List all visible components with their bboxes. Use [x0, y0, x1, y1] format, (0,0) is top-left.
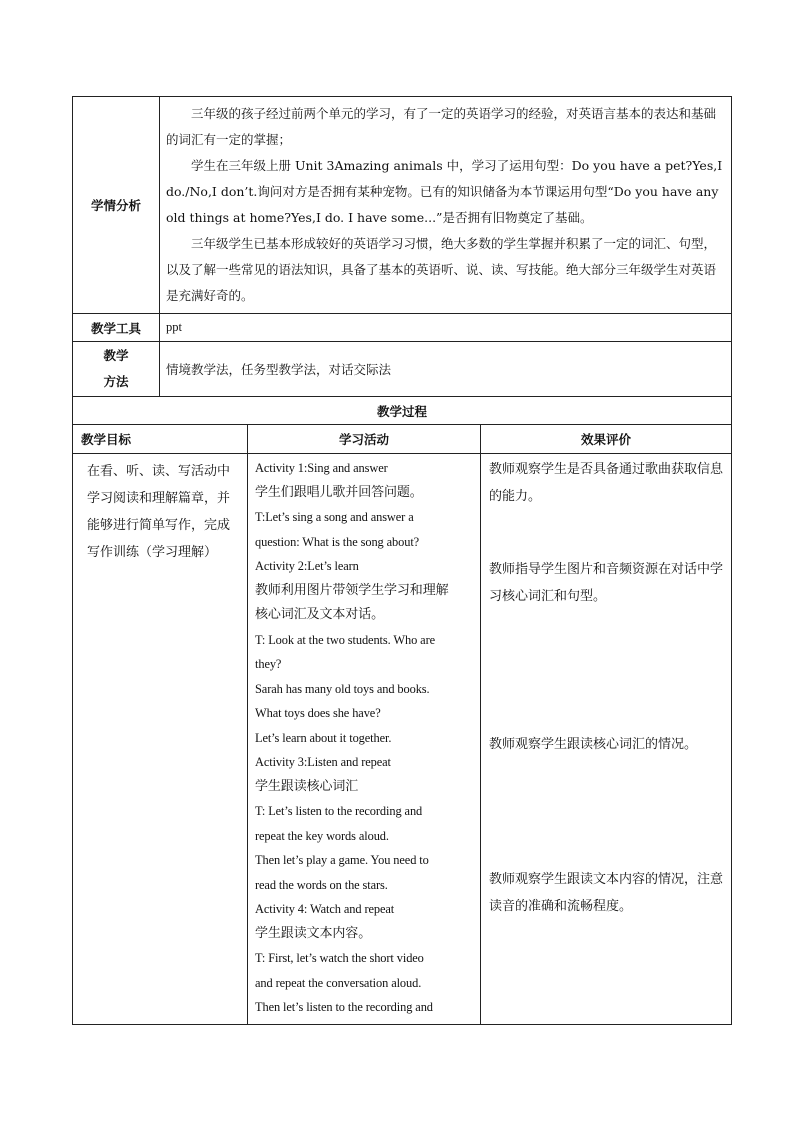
evaluation-item: 教师观察学生跟读文本内容的情况，注意读音的准确和流畅程度。	[489, 872, 724, 914]
evaluation-header: 效果评价	[481, 425, 732, 454]
activity-line: Activity 1:Sing and answer	[255, 461, 388, 475]
activity-line: question: What is the song about?	[255, 534, 420, 549]
activity-line: 学生跟读文本内容。	[255, 925, 372, 941]
activity-line: Activity 2:Let’s learn	[255, 559, 359, 573]
activity-line: T: Let’s listen to the recording and	[255, 804, 423, 818]
activity-line: 学生跟读核心词汇	[255, 778, 359, 794]
activity-header: 学习活动	[248, 425, 481, 454]
goal-cell: 在看、听、读、写活动中学习阅读和理解篇章，并能够进行简单写作，完成写作训练（学习理解）	[73, 454, 248, 1025]
goal-header: 教学目标	[73, 425, 248, 454]
evaluation-cell	[481, 454, 732, 1025]
activity-line: 学生们跟唱儿歌并回答问题。	[255, 484, 423, 500]
process-title-row	[73, 397, 732, 425]
activity-line: Activity 3:Listen and repeat	[255, 755, 391, 769]
tools-label: 教学工具	[73, 314, 160, 342]
method-label-line: 方法	[103, 374, 129, 389]
activity-line: Sarah has many old toys and books.	[255, 681, 430, 696]
activity-line: What toys does she have?	[255, 706, 381, 720]
activity-line: T: First, let’s watch the short video	[255, 951, 424, 965]
activity-line: they?	[255, 657, 282, 671]
process-body-row	[73, 454, 732, 1025]
lesson-plan-table	[72, 96, 732, 1025]
method-row	[73, 342, 732, 397]
analysis-label: 学情分析	[73, 97, 160, 314]
activity-cell	[248, 454, 481, 1025]
method-label-line: 教学	[103, 348, 129, 363]
activity-line: T:Let’s sing a song and answer a	[255, 510, 414, 524]
method-label	[73, 342, 160, 397]
activity-line: and repeat the conversation aloud.	[255, 975, 422, 990]
analysis-paragraph: 三年级学生已基本形成较好的英语学习习惯，绝大多数的学生掌握并积累了一定的词汇、句型，以及了解一些常见的语法知识，具备了基本的英语听、说、读、写技能。绝大部分三年级学生对英语是充满好奇的。	[166, 236, 717, 303]
evaluation-item: 教师观察学生跟读核心词汇的情况。	[489, 737, 698, 752]
activity-line: 教师利用图片带领学生学习和理解	[255, 582, 449, 598]
activity-line: Then let’s play a game. You need to	[255, 853, 429, 867]
activity-line: T: Look at the two students. Who are	[255, 632, 435, 647]
analysis-paragraph: 学生在三年级上册 Unit 3Amazing animals 中，学习了运用句型：Do you have a pet?Yes,I do./No,I don’t.询问对方是否拥有某种宠物。已有的知识储备为本节课运用句型“Do you have any old things at home?Yes,I do. I have some...”是否拥有旧物奠定了基础。	[166, 158, 723, 225]
process-title: 教学过程	[73, 397, 732, 425]
evaluation-item: 教师指导学生图片和音频资源在对话中学习核心词汇和句型。	[489, 562, 724, 604]
analysis-text	[160, 97, 732, 314]
evaluation-item: 教师观察学生是否具备通过歌曲获取信息的能力。	[489, 462, 724, 504]
process-header-row	[73, 425, 732, 454]
method-value: 情境教学法，任务型教学法，对话交际法	[160, 342, 732, 397]
activity-line: 核心词汇及文本对话。	[255, 607, 385, 622]
activity-line: Then let’s listen to the recording and	[255, 1000, 433, 1014]
activity-line: read the words on the stars.	[255, 877, 388, 892]
activity-line: Let’s learn about it together.	[255, 730, 392, 745]
analysis-row	[73, 97, 732, 314]
activity-line: repeat the key words aloud.	[255, 828, 389, 843]
tools-value: ppt	[160, 314, 732, 342]
activity-line: Activity 4: Watch and repeat	[255, 902, 395, 916]
tools-row	[73, 314, 732, 342]
analysis-paragraph: 三年级的孩子经过前两个单元的学习，有了一定的英语学习的经验，对英语言基本的表达和基础的词汇有一定的掌握；	[166, 106, 717, 147]
